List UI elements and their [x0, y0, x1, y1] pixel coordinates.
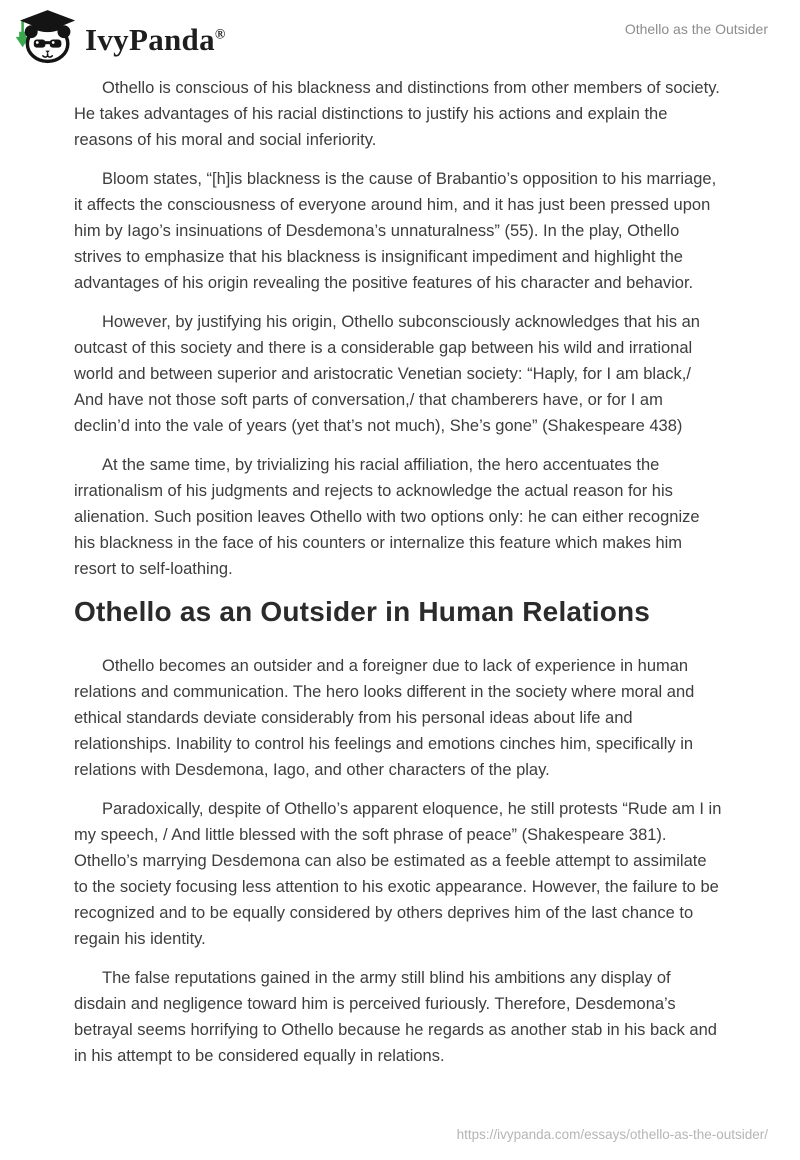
running-head-title: Othello as the Outsider: [624, 21, 768, 37]
brand-name: [85, 18, 226, 55]
paragraph-7: The false reputations gained in the army still blind his ambitions any display of disdain and negligence toward him is perceived furiously. Therefore, Desdemona’s betrayal seems horrifying to Othello because he regards as another stab in his back and in his attempt to be considered equally in relations.: [74, 969, 717, 1065]
brand-logo-group[interactable]: [14, 8, 226, 64]
essay-content: [74, 75, 722, 1069]
source-url-link[interactable]: https://ivypanda.com/essays/othello-as-the-outsider/: [456, 1127, 768, 1142]
trademark-symbol: ®: [214, 27, 226, 43]
paragraph-1: Othello is conscious of his blackness and distinctions from other members of society. He takes advantages of his racial distinctions to justify his actions and explain the reasons of his moral and social inferiority.: [74, 79, 720, 149]
paragraph-3: However, by justifying his origin, Othello subconsciously acknowledges that his an outcast of this society and there is a considerable gap between his wild and irrational world and between superior and aristocratic Venetian society: “Haply, for I am black,/ And have not those soft parts of conversation,/ that chamberers have, or for I am declin’d into the vale of years (yet that’s not much), She’s gone” (Shakespeare 438): [74, 313, 700, 435]
paragraph-4: At the same time, by trivializing his racial affiliation, the hero accentuates the irrationalism of his judgments and rejects to acknowledge the actual reason for his alienation. Such position leaves Othello with two options only: he can either recognize his blackness in the face of his counters or internalize this feature which makes him resort to self-loathing.: [74, 456, 700, 578]
page-footer: [457, 1126, 768, 1144]
brand-name-text: IvyPanda: [85, 21, 215, 57]
ivypanda-panda-graduate-icon: [14, 8, 76, 64]
section-heading: Othello as an Outsider in Human Relations: [74, 596, 651, 627]
paragraph-5: Othello becomes an outsider and a foreigner due to lack of experience in human relations and communication. The hero looks different in the society where moral and ethical standards deviate considerably from his personal ideas about life and relationships. Inability to control his feelings and emotions cinches him, specifically in relations with Desdemona, Iago, and other characters of the play.: [74, 657, 695, 779]
page-header: [0, 0, 800, 64]
paragraph-6: Paradoxically, despite of Othello’s apparent eloquence, he still protests “Rude am I in my speech, / And little blessed with the soft phrase of peace” (Shakespeare 381). Othello’s marrying Desdemona can also be estimated as a feeble attempt to assimilate to the society focusing less attention to his exotic appearance. However, the failure to be recognized and to be equally considered by others deprives him of the last chance to regain his identity.: [74, 800, 722, 948]
paragraph-2: Bloom states, “[h]is blackness is the cause of Brabantio’s opposition to his marriage, it affects the consciousness of everyone around him, and it has just been pressed upon him by Iago’s insinuations of Desdemona’s unnaturalness” (55). In the play, Othello strives to emphasize that his blackness is insignificant impediment and highlight the advantages of his origin revealing the positive features of his character and behavior.: [74, 170, 717, 292]
